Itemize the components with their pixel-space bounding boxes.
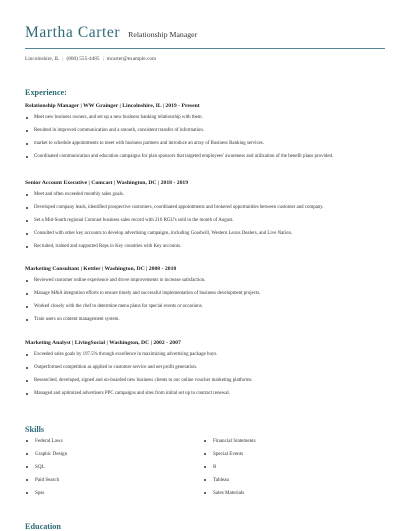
bullet-text: Consulted with other key accounts to develop advertising campaigns, including Goodwill, Western Lexus Dealers, and Live Nation. — [34, 231, 293, 236]
contact-line — [25, 56, 156, 62]
bullet-dot — [26, 479, 28, 481]
bullet-item — [25, 244, 395, 250]
bullet-dot — [26, 440, 28, 442]
candidate-name: Martha Carter — [25, 24, 121, 41]
skill-item — [203, 477, 373, 490]
skills-right-column — [203, 438, 373, 503]
bullet-dot — [26, 143, 28, 145]
job-bullets — [25, 352, 395, 397]
skill-text: Sales Materials — [213, 490, 245, 496]
skills-left-column — [25, 438, 195, 503]
bullet-text: Recruited, trained and supported Reps in Key countries with Key accounts. — [34, 244, 182, 249]
bullet-item — [25, 291, 395, 297]
bullet-dot — [26, 246, 28, 248]
bullet-item — [25, 365, 395, 371]
bullet-item — [25, 154, 395, 160]
bullet-dot — [26, 393, 28, 395]
bullet-text: Exceeded sales goals by 197.5% through excellence in maximizing advertising package buys. — [34, 352, 218, 357]
bullet-item — [25, 278, 395, 284]
skill-item — [25, 464, 195, 477]
bullet-dot — [26, 319, 28, 321]
bullet-dot — [26, 130, 28, 132]
bullet-item — [25, 128, 395, 134]
candidate-title: Relationship Manager — [128, 30, 198, 39]
job-entry — [25, 180, 395, 250]
bullet-dot — [26, 293, 28, 295]
bullet-text: market to schedule appointments to meet with business partners and introduce an array of Business Banking services. — [34, 141, 264, 146]
bullet-text: Meet new business owners, and set up a new business banking relationship with them. — [34, 115, 203, 120]
bullet-dot — [26, 453, 28, 455]
job-entry — [25, 266, 395, 323]
education-heading: Education — [25, 522, 61, 531]
bullet-dot — [26, 492, 28, 494]
job-bullets — [25, 192, 395, 250]
skill-text: Federal Laws — [35, 438, 63, 444]
bullet-dot — [204, 479, 206, 481]
bullet-dot — [26, 466, 28, 468]
skill-text: SQL — [35, 464, 45, 470]
bullet-dot — [26, 233, 28, 235]
bullet-dot — [204, 453, 206, 455]
job-entry — [25, 103, 395, 160]
bullet-text: Managed and optimized advertisers PPC campaigns and sites from initial set up to contract renewal. — [34, 391, 230, 396]
header-divider — [25, 48, 385, 49]
bullet-item — [25, 231, 395, 237]
bullet-dot — [26, 306, 28, 308]
bullet-text: Set a Mid-South regional Comcast business sales record with 216 RGU's sold in the month of August. — [34, 218, 234, 223]
bullet-dot — [26, 220, 28, 222]
bullet-item — [25, 192, 395, 198]
skill-text: Financial Statements — [213, 438, 256, 444]
bullet-item — [25, 378, 395, 384]
bullet-item — [25, 205, 395, 211]
skill-item — [203, 451, 373, 464]
contact-phone: (800) 555-4485 — [66, 56, 100, 62]
contact-separator: | — [62, 56, 64, 62]
bullet-text: Developed company leads, identified prospective customers, coordinated appointments and brokered opportunities between customer and company. — [34, 205, 324, 210]
bullet-text: Manage M&A integration efforts to ensure timely and successful implementation of business development projects. — [34, 291, 261, 296]
job-header: Marketing Consultant | Kettler | Washington, DC | 2008 - 2018 — [25, 266, 177, 272]
skill-text: Graphic Design — [35, 451, 68, 457]
bullet-text: Resulted in improved communication and a smooth, consistent transfer of information. — [34, 128, 205, 133]
bullet-item — [25, 141, 395, 147]
bullet-dot — [204, 492, 206, 494]
experience-heading: Experience: — [25, 88, 67, 97]
job-entry — [25, 340, 395, 397]
skill-text: R — [213, 464, 217, 470]
bullet-item — [25, 304, 395, 310]
skill-item — [203, 490, 373, 503]
bullet-item — [25, 352, 395, 358]
job-bullets — [25, 115, 395, 160]
bullet-item — [25, 317, 395, 323]
bullet-text: Worked closely with the chef to determine menu plans for special events or occasions. — [34, 304, 203, 309]
skill-item — [25, 451, 195, 464]
bullet-dot — [26, 367, 28, 369]
bullet-item — [25, 391, 395, 397]
bullet-dot — [26, 117, 28, 119]
skill-item — [203, 464, 373, 477]
bullet-text: Train users on content management system. — [34, 317, 120, 322]
skill-item — [25, 477, 195, 490]
job-bullets — [25, 278, 395, 323]
bullet-dot — [26, 280, 28, 282]
job-header: Relationship Manager | WW Grainger | Lincolnshire, IL | 2019 - Present — [25, 103, 200, 109]
bullet-dot — [26, 156, 28, 158]
bullet-item — [25, 218, 395, 224]
skill-text: Tableau — [213, 477, 230, 483]
skill-item — [203, 438, 373, 451]
bullet-dot — [26, 207, 28, 209]
contact-location: Lincolnshire, IL — [25, 56, 60, 62]
bullet-text: Researched, developed, signed and on-boarded new business clients to our online voucher marketing platforms. — [34, 378, 253, 383]
job-header: Senior Account Executive | Comcast | Washington, DC | 2018 - 2019 — [25, 180, 189, 186]
skill-item — [25, 438, 195, 451]
resume-header — [25, 24, 385, 42]
bullet-text: Meet and often exceeded monthly sales goals. — [34, 192, 125, 197]
skill-item — [25, 490, 195, 503]
bullet-dot — [26, 354, 28, 356]
job-header: Marketing Analyst | LivingSocial | Washington, DC | 2002 - 2007 — [25, 340, 181, 346]
bullet-item — [25, 115, 395, 121]
skill-text: Spss — [35, 490, 45, 496]
contact-email: mcarter@example.com — [106, 56, 157, 62]
bullet-dot — [204, 440, 206, 442]
bullet-dot — [26, 380, 28, 382]
skill-text: Special Events — [213, 451, 244, 457]
bullet-text: Outperformed competition as applied to customer service and net profit generation. — [34, 365, 198, 370]
skills-heading: Skills — [25, 425, 45, 434]
bullet-text: Reviewed customer online experience and drove improvements to increase satisfaction. — [34, 278, 206, 283]
bullet-dot — [204, 466, 206, 468]
skill-text: Paid Search — [35, 477, 60, 483]
contact-separator: | — [102, 56, 104, 62]
bullet-dot — [26, 194, 28, 196]
bullet-text: Coordinated communication and education campaigns for plan sponsors that targeted employees' awareness and utilization of the benefit plans provided. — [34, 154, 334, 159]
